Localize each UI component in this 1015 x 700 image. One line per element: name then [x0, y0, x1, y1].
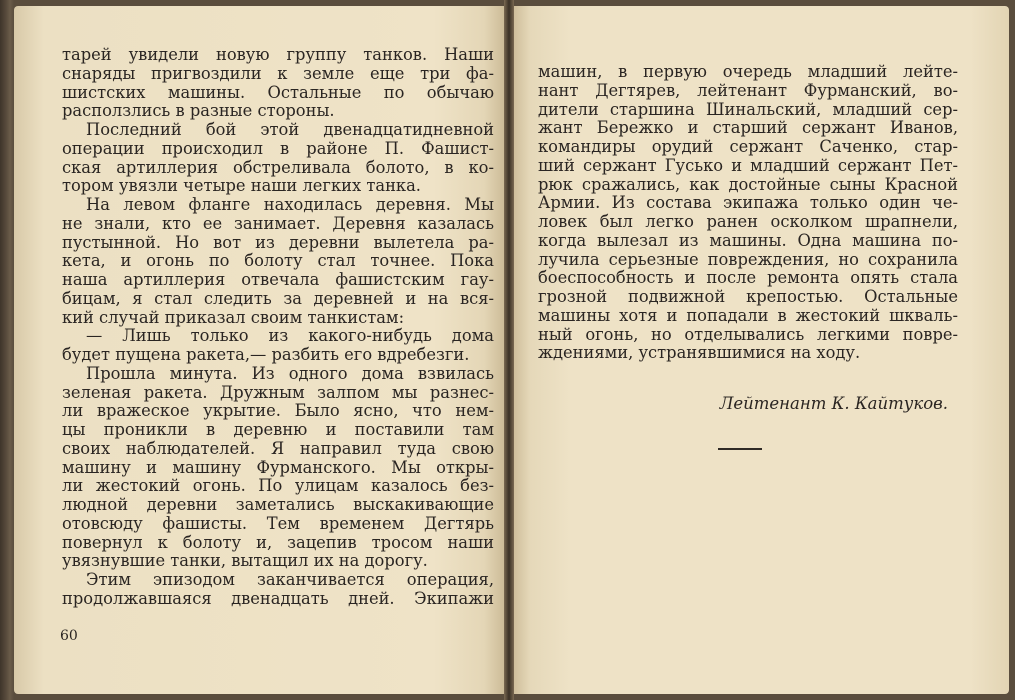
text-line: нант Дегтярев, лейтенант Фурманский, во- [538, 80, 958, 100]
text-line: рюк сражались, как достойные сыны Красной [538, 174, 958, 194]
text-line: жант Бережко и старший сержант Иванов, [538, 118, 958, 138]
text-line: ный огонь, но отделывались легкими повре- [538, 324, 958, 344]
text-line: не знали, кто ее занимает. Деревня казалась [62, 213, 494, 233]
text-line: Армии. Из состава экипажа только один че- [538, 193, 958, 213]
text-line: расползлись в разные стороны. [62, 101, 335, 121]
text-line: своих наблюдателей. Я направил туда свою [62, 438, 494, 458]
author-signature: Лейтенант К. Кайтуков. [719, 394, 948, 413]
text-line: цы проникли в деревню и поставили там [62, 420, 494, 439]
text-line: Прошла минута. Из одного дома взвилась [86, 363, 494, 383]
text-line: кета, и огонь по болоту стал точнее. Пока [62, 251, 494, 271]
text-line: ли жестокий огонь. По улицам казалось без- [62, 476, 494, 496]
text-line: повернул к болоту и, зацепив тросом наши [62, 532, 494, 552]
text-line: машину и машину Фурманского. Мы откры- [62, 457, 494, 477]
text-line: тором увязли четыре наши легких танка. [62, 176, 421, 196]
text-line: пустынной. Но вот из деревни вылетела ра- [62, 232, 494, 252]
text-line: зеленая ракета. Дружным залпом мы разнес- [62, 382, 494, 402]
right-page-text [538, 63, 958, 363]
closing-rule [718, 448, 762, 450]
text-line: грозной подвижной крепостью. Остальные [538, 287, 958, 306]
left-page-text [62, 46, 494, 609]
text-line: Этим эпизодом заканчивается операция, [86, 570, 494, 589]
text-line: машины хотя и попадали в жестокий шкваль- [538, 305, 958, 325]
text-line: Последний бой этой двенадцатидневной [86, 120, 494, 139]
text-line: продолжавшаяся двенадцать дней. Экипажи [62, 588, 494, 608]
text-line: ший сержант Гусько и младший сержант Пет- [538, 155, 958, 175]
text-line: увязнувшие танки, вытащил их на дорогу. [62, 551, 428, 571]
text-line: ская артиллерия обстреливала болото, в ко- [62, 157, 494, 177]
text-line: снаряды пригвоздили к земле еще три фа- [62, 63, 494, 83]
text-line: командиры орудий сержант Саченко, стар- [538, 137, 958, 156]
text-line: тарей увидели новую группу танков. Наши [62, 45, 494, 64]
text-line: ли вражеское укрытие. Было ясно, что нем- [62, 401, 494, 421]
text-line: боеспособность и после ремонта опять стала [538, 268, 958, 288]
text-line: лучила серьезные повреждения, но сохранила [538, 249, 958, 269]
text-line: шистских машины. Остальные по обычаю [62, 82, 494, 102]
text-line: бицам, я стал следить за деревней и на вся- [62, 288, 494, 308]
text-line: машин, в первую очередь младший лейте- [538, 62, 958, 81]
text-line: наша артиллерия отвечала фашистским гау- [62, 270, 494, 289]
text-line: ждениями, устранявшимися на ходу. [538, 343, 861, 363]
text-line: кий случай приказал своим танкистам: [62, 307, 405, 327]
text-line: — Лишь только из какого-нибудь дома [86, 326, 494, 346]
text-line: когда вылезал из машины. Одна машина по- [538, 230, 958, 250]
page-number: 60 [60, 628, 78, 644]
text-line: дители старшина Шинальский, младший сер- [538, 99, 958, 119]
text-line: будет пущена ракета,— разбить его вдребезги. [62, 345, 470, 364]
text-line: операции происходил в районе П. Фашист- [62, 138, 494, 158]
text-line: ловек был легко ранен осколком шрапнели, [538, 212, 958, 231]
text-line: На левом фланге находилась деревня. Мы [86, 195, 494, 214]
book-gutter [504, 0, 514, 700]
text-line: отовсюду фашисты. Тем временем Дегтярь [62, 513, 494, 533]
text-line: людной деревни заметались выскакивающие [62, 495, 494, 514]
